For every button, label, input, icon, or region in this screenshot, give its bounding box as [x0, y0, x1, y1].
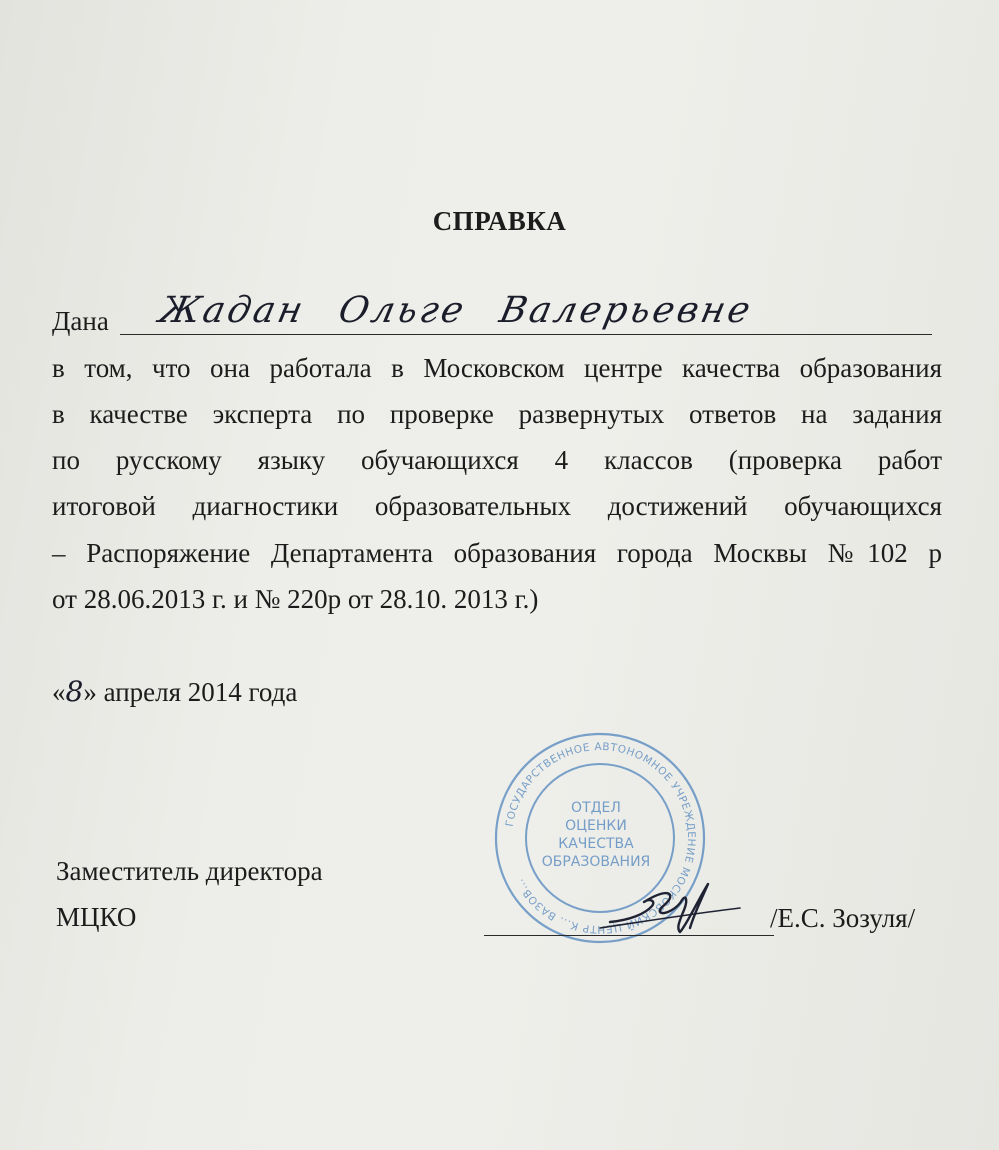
signatory-position: Заместитель директора — [56, 856, 323, 886]
svg-text:ОЦЕНКИ: ОЦЕНКИ — [565, 818, 627, 834]
date-rest: » апреля 2014 года — [83, 677, 298, 707]
name-underline — [120, 334, 932, 335]
svg-text:ОТДЕЛ: ОТДЕЛ — [571, 800, 621, 816]
issue-date — [52, 675, 297, 708]
handwritten-day: 8 — [65, 675, 84, 708]
body-line-4: итоговой диагностики образовательных достижений обучающихся — [52, 491, 942, 521]
body-line-6: от 28.06.2013 г. и № 220р от 28.10. 2013 г.) — [52, 584, 539, 614]
body-line-2: в качестве эксперта по проверке развернутых ответов на задания — [52, 399, 942, 429]
date-open-quote: « — [52, 677, 66, 707]
document-title: СПРАВКА — [432, 206, 567, 236]
signatory-name: /Е.С. Зозуля/ — [770, 903, 916, 933]
body-line-5: – Распоряжение Департамента образования города Москвы №102 р — [52, 538, 942, 568]
body-line-1: в том, что она работала в Московском центре качества образования — [52, 353, 942, 383]
signatory-organization: МЦКО — [56, 902, 137, 932]
handwritten-recipient-name: Жадан Ольге Валерьевне — [155, 290, 757, 331]
handwritten-signature — [590, 870, 750, 940]
signature-line — [484, 935, 774, 936]
given-label: Дана — [52, 306, 109, 336]
svg-text:КАЧЕСТВА: КАЧЕСТВА — [558, 836, 634, 852]
svg-text:ГОСУДАРСТВЕННОЕ АВТОНОМНОЕ УЧР: ГОСУДАРСТВЕННОЕ АВТОНОМНОЕ УЧРЕЖДЕНИЕ МОСКОВСКИЙ ЦЕНТР К... ВАЗОВ... — [503, 740, 698, 936]
body-line-3: по русскому языку обучающихся 4 классов (проверка работ — [52, 445, 942, 475]
svg-text:ОБРАЗОВАНИЯ: ОБРАЗОВАНИЯ — [541, 854, 651, 870]
